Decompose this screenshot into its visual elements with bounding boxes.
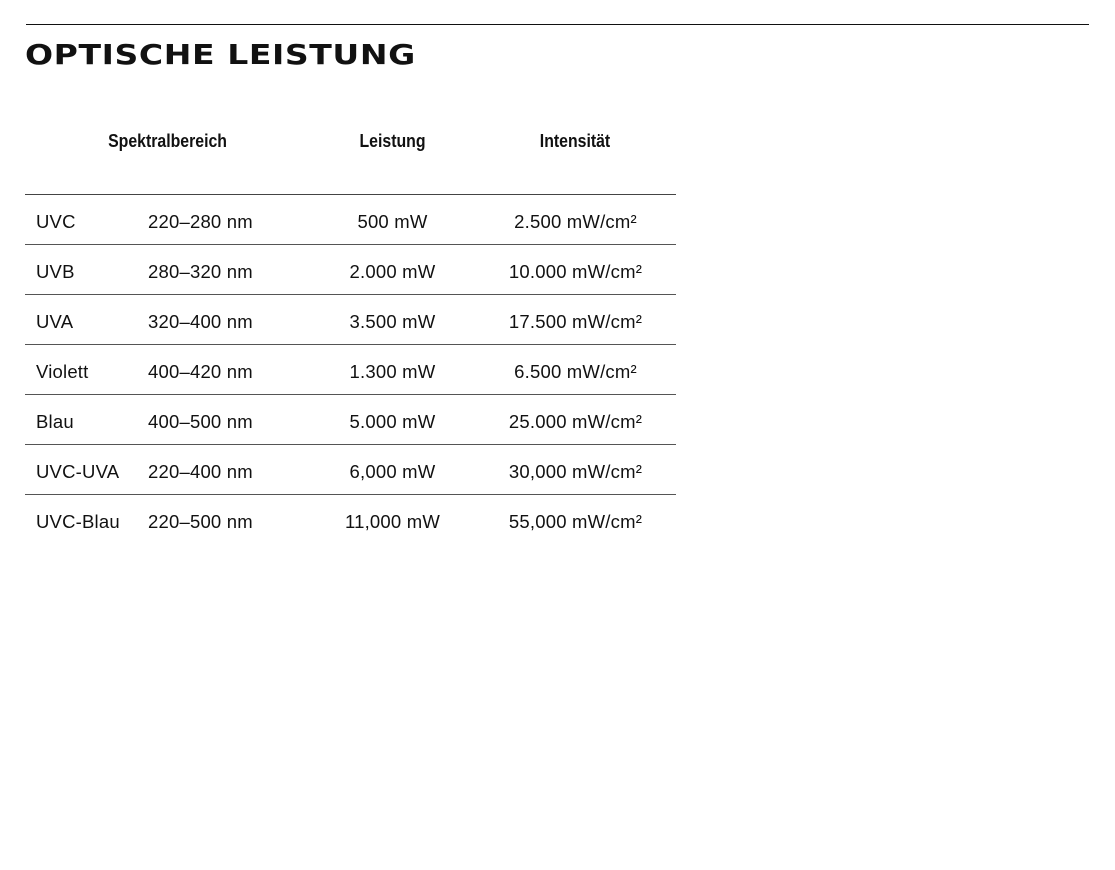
- row-intensity: 2.500 mW/cm²: [475, 195, 676, 245]
- row-range: 220–500 nm: [148, 510, 253, 532]
- table-header-row: [25, 110, 676, 195]
- header-power-label: Leistung: [359, 130, 426, 151]
- row-range: 280–320 nm: [136, 245, 310, 295]
- row-name: UVC: [25, 195, 136, 245]
- row-power: 6,000 mW: [310, 445, 475, 495]
- row-range: 220–400 nm: [136, 445, 310, 495]
- row-power: 500 mW: [310, 195, 475, 245]
- table-row: [25, 245, 676, 295]
- table-row: [25, 395, 676, 445]
- row-power: 2.000 mW: [310, 245, 475, 295]
- row-intensity: 30,000 mW/cm²: [475, 445, 676, 495]
- row-power: 11,000 mW: [344, 510, 441, 532]
- table-row: [25, 295, 676, 345]
- row-intensity: 25.000 mW/cm²: [475, 395, 676, 445]
- row-power: 1.300 mW: [310, 345, 475, 395]
- row-range: 320–400 nm: [136, 295, 310, 345]
- header-spectral-range: [25, 110, 310, 195]
- row-range: 400–500 nm: [136, 395, 310, 445]
- header-power: [310, 110, 475, 195]
- row-name: UVA: [25, 295, 136, 345]
- row-name: UVC-Blau: [36, 510, 120, 532]
- row-intensity: 17.500 mW/cm²: [475, 295, 676, 345]
- row-name: UVB: [25, 245, 136, 295]
- header-intensity: [475, 110, 676, 195]
- table-row: [25, 195, 676, 245]
- page-title: OPTISCHE LEISTUNG: [25, 38, 416, 71]
- header-spectral-range-label: Spektralbereich: [108, 130, 227, 151]
- row-intensity: 55,000 mW/cm²: [508, 510, 643, 532]
- row-power: 5.000 mW: [310, 395, 475, 445]
- row-range: 400–420 nm: [136, 345, 310, 395]
- row-intensity: 6.500 mW/cm²: [475, 345, 676, 395]
- row-name: UVC-UVA: [25, 445, 136, 495]
- row-name: Blau: [25, 395, 136, 445]
- row-power: 3.500 mW: [310, 295, 475, 345]
- table-row: [25, 345, 676, 395]
- row-name: Violett: [25, 345, 136, 395]
- table-row: [25, 445, 676, 495]
- data-table: [25, 110, 676, 544]
- row-range: 220–280 nm: [136, 195, 310, 245]
- table-row: [25, 495, 676, 545]
- optical-power-table: [25, 110, 676, 544]
- header-intensity-label: Intensität: [540, 130, 611, 151]
- row-intensity: 10.000 mW/cm²: [475, 245, 676, 295]
- top-divider: [26, 24, 1089, 25]
